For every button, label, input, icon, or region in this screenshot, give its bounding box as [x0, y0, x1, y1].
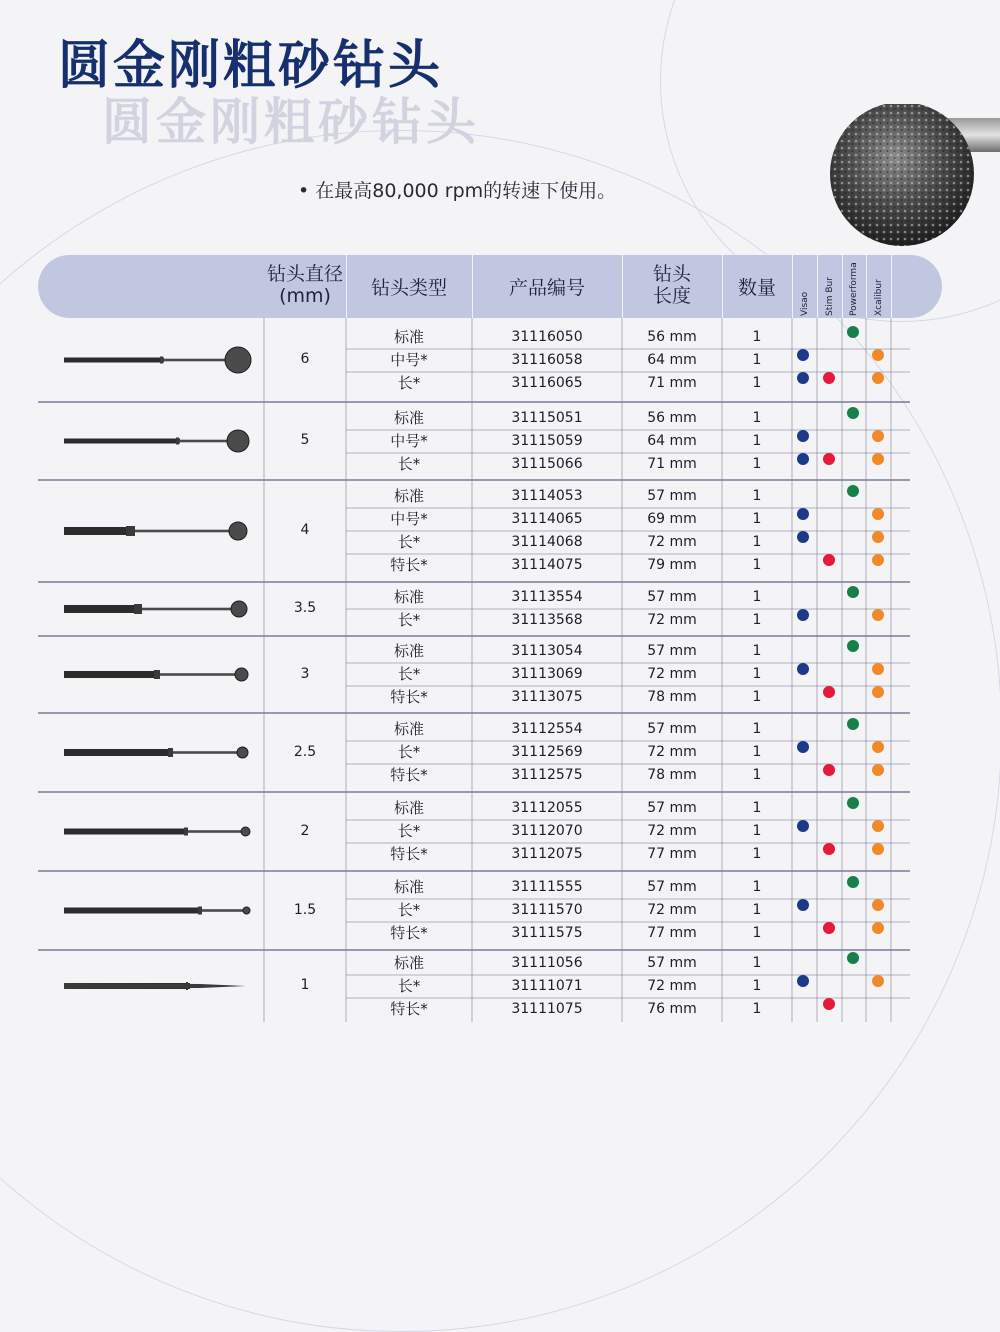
xcalibur-dot — [872, 663, 884, 675]
bur-type: 标准 — [393, 409, 424, 427]
table-row — [0, 326, 1000, 349]
diamond-bur-photo — [826, 104, 1000, 250]
bur-length: 72 mm — [647, 902, 697, 918]
product-code: 31114053 — [511, 488, 583, 504]
xcalibur-dot — [872, 820, 884, 832]
xcalibur-dot — [872, 349, 884, 361]
quantity: 1 — [752, 767, 762, 783]
xcalibur-dot — [872, 686, 884, 698]
bur-type: 特长* — [390, 845, 428, 863]
product-code: 31112569 — [511, 744, 583, 760]
diameter-value: 3.5 — [293, 600, 317, 616]
xcalibur-dot — [872, 453, 884, 465]
product-code: 31111570 — [511, 902, 583, 918]
visao-dot — [797, 741, 809, 753]
bur-type: 特长* — [390, 1000, 428, 1018]
bur-length: 72 mm — [647, 666, 697, 682]
product-code: 31114075 — [511, 557, 583, 573]
bur-type: 特长* — [390, 766, 428, 784]
diameter-value: 2 — [300, 822, 310, 839]
visao-dot — [797, 531, 809, 543]
product-code: 31111075 — [511, 1001, 583, 1017]
xcalibur-dot — [872, 609, 884, 621]
stim-bur-dot — [823, 843, 835, 855]
bur-length: 57 mm — [647, 643, 697, 659]
visao-dot — [797, 820, 809, 832]
bur-length: 72 mm — [647, 612, 697, 628]
stim-bur-dot — [823, 554, 835, 566]
stim-bur-dot — [823, 764, 835, 776]
title-shadow: 圆金刚粗砂钻头 — [102, 93, 480, 151]
quantity: 1 — [752, 721, 762, 737]
header-type: 钻头类型 — [370, 277, 447, 299]
table-row — [0, 609, 1000, 632]
bur-length: 69 mm — [647, 511, 697, 527]
bur-length: 56 mm — [647, 410, 697, 426]
bur-type: 中号* — [390, 432, 428, 450]
bur-type: 标准 — [393, 487, 424, 505]
product-code: 31113054 — [511, 643, 583, 659]
bur-length: 72 mm — [647, 823, 697, 839]
xcalibur-dot — [872, 922, 884, 934]
page-title: 圆金刚粗砂钻头 — [58, 36, 444, 96]
stim-bur-dot — [823, 372, 835, 384]
visao-dot — [797, 609, 809, 621]
bur-length: 72 mm — [647, 534, 697, 550]
quantity: 1 — [752, 823, 762, 839]
bur-length: 78 mm — [647, 767, 697, 783]
bur-length: 72 mm — [647, 978, 697, 994]
powerforma-dot — [847, 407, 859, 419]
quantity: 1 — [752, 352, 762, 368]
bur-type: 标准 — [393, 954, 424, 972]
header-length — [622, 263, 722, 307]
product-code: 31112070 — [511, 823, 583, 839]
product-code: 31111555 — [511, 879, 583, 895]
bur-type: 标准 — [393, 799, 424, 817]
bur-type: 长* — [397, 743, 421, 761]
quantity: 1 — [752, 511, 762, 527]
quantity: 1 — [752, 534, 762, 550]
xcalibur-dot — [872, 531, 884, 543]
header-diameter-label: 钻头直径 — [266, 263, 343, 285]
quantity: 1 — [752, 978, 762, 994]
xcalibur-dot — [872, 741, 884, 753]
bur-length: 57 mm — [647, 879, 697, 895]
quantity: 1 — [752, 846, 762, 862]
header-divider — [891, 255, 892, 318]
product-code: 31114065 — [511, 511, 583, 527]
table-row — [0, 876, 1000, 899]
bur-length: 71 mm — [647, 375, 697, 391]
table-row — [0, 922, 1000, 945]
product-code: 31111056 — [511, 955, 583, 971]
diameter-value: 5 — [300, 432, 310, 448]
table-row — [0, 485, 1000, 508]
product-code: 31116058 — [511, 352, 583, 368]
diameter-value: 1.5 — [293, 901, 317, 918]
product-code: 31113568 — [511, 612, 583, 628]
product-code: 31113554 — [511, 589, 583, 605]
bur-type: 标准 — [393, 642, 424, 660]
xcalibur-dot — [872, 899, 884, 911]
quantity: 1 — [752, 488, 762, 504]
table-row — [0, 531, 1000, 554]
table-row — [0, 407, 1000, 430]
header-divider — [817, 255, 818, 318]
table-row — [0, 820, 1000, 843]
powerforma-dot — [847, 952, 859, 964]
bur-length: 57 mm — [647, 721, 697, 737]
powerforma-dot — [847, 797, 859, 809]
quantity: 1 — [752, 329, 762, 345]
powerforma-dot — [847, 485, 859, 497]
visao-dot — [797, 430, 809, 442]
table-row — [0, 372, 1000, 395]
xcalibur-dot — [872, 554, 884, 566]
bur-type: 长* — [397, 901, 421, 919]
header-stim-bur: Stim Bur — [825, 277, 835, 316]
bur-type: 中号* — [390, 351, 428, 369]
table-row — [0, 349, 1000, 372]
header-visao: Visao — [800, 291, 810, 316]
bur-type: 长* — [397, 455, 421, 473]
product-code: 31112554 — [511, 721, 583, 737]
product-code: 31111071 — [511, 978, 583, 994]
table-row — [0, 718, 1000, 741]
quantity: 1 — [752, 643, 762, 659]
stim-bur-dot — [823, 453, 835, 465]
table-row — [0, 453, 1000, 476]
xcalibur-dot — [872, 508, 884, 520]
quantity: 1 — [752, 410, 762, 426]
header-divider — [842, 255, 843, 318]
diameter-value: 6 — [300, 351, 310, 367]
bur-type: 特长* — [390, 688, 428, 706]
header-length-line2: 长度 — [652, 285, 691, 307]
xcalibur-dot — [872, 764, 884, 776]
quantity: 1 — [752, 557, 762, 573]
bur-type: 特长* — [390, 924, 428, 942]
product-code: 31111575 — [511, 925, 583, 941]
powerforma-dot — [847, 586, 859, 598]
table-row — [0, 686, 1000, 709]
xcalibur-dot — [872, 975, 884, 987]
table-row — [0, 952, 1000, 975]
header-divider — [866, 255, 867, 318]
product-code: 31113075 — [511, 689, 583, 705]
table-row — [0, 508, 1000, 531]
xcalibur-dot — [872, 430, 884, 442]
xcalibur-dot — [872, 372, 884, 384]
product-code: 31115051 — [511, 410, 583, 426]
bur-type: 中号* — [390, 510, 428, 528]
quantity: 1 — [752, 955, 762, 971]
table-row — [0, 586, 1000, 609]
table-row — [0, 899, 1000, 922]
bur-type: 长* — [397, 611, 421, 629]
diameter-value: 2.5 — [293, 743, 317, 760]
diameter-value: 4 — [300, 522, 310, 538]
visao-dot — [797, 349, 809, 361]
bur-length: 64 mm — [647, 433, 697, 449]
bur-length: 76 mm — [647, 1001, 697, 1017]
stim-bur-dot — [823, 922, 835, 934]
quantity: 1 — [752, 589, 762, 605]
powerforma-dot — [847, 326, 859, 338]
bur-type: 标准 — [393, 878, 424, 896]
quantity: 1 — [752, 1001, 762, 1017]
xcalibur-dot — [872, 843, 884, 855]
usage-note: • 在最高80,000 rpm的转速下使用。 — [298, 180, 617, 202]
quantity: 1 — [752, 456, 762, 472]
visao-dot — [797, 975, 809, 987]
bur-length: 56 mm — [647, 329, 697, 345]
bur-length: 79 mm — [647, 557, 697, 573]
quantity: 1 — [752, 375, 762, 391]
bur-type: 标准 — [393, 328, 424, 346]
table-row — [0, 741, 1000, 764]
visao-dot — [797, 508, 809, 520]
header-qty: 数量 — [737, 277, 776, 299]
quantity: 1 — [752, 666, 762, 682]
diameter-value: 1 — [300, 977, 310, 993]
visao-dot — [797, 663, 809, 675]
quantity: 1 — [752, 689, 762, 705]
bur-type: 特长* — [390, 556, 428, 574]
stim-bur-dot — [823, 998, 835, 1010]
header-powerforma: Powerforma — [849, 262, 859, 316]
visao-dot — [797, 453, 809, 465]
table-row — [0, 975, 1000, 998]
header-xcalibur: Xcalibur — [874, 279, 884, 316]
table-row — [0, 843, 1000, 866]
table-row — [0, 554, 1000, 577]
table-row — [0, 998, 1000, 1021]
table-row — [0, 797, 1000, 820]
quantity: 1 — [752, 800, 762, 816]
table-row — [0, 764, 1000, 787]
bur-length: 57 mm — [647, 589, 697, 605]
visao-dot — [797, 372, 809, 384]
table-row — [0, 663, 1000, 686]
table-row — [0, 430, 1000, 453]
quantity: 1 — [752, 925, 762, 941]
diameter-value: 3 — [300, 665, 310, 682]
bur-type: 长* — [397, 822, 421, 840]
bur-length: 57 mm — [647, 800, 697, 816]
quantity: 1 — [752, 744, 762, 760]
product-code: 31114068 — [511, 534, 583, 550]
quantity: 1 — [752, 612, 762, 628]
bur-length: 72 mm — [647, 744, 697, 760]
quantity: 1 — [752, 433, 762, 449]
powerforma-dot — [847, 718, 859, 730]
bur-type: 标准 — [393, 588, 424, 606]
bur-type: 标准 — [393, 720, 424, 738]
stim-bur-dot — [823, 686, 835, 698]
header-divider — [792, 255, 793, 318]
header-diameter — [264, 263, 346, 307]
product-code: 31112575 — [511, 767, 583, 783]
bur-length: 78 mm — [647, 689, 697, 705]
bur-length: 57 mm — [647, 488, 697, 504]
quantity: 1 — [752, 902, 762, 918]
bur-length: 64 mm — [647, 352, 697, 368]
bur-length: 77 mm — [647, 846, 697, 862]
bur-type: 长* — [397, 977, 421, 995]
visao-dot — [797, 899, 809, 911]
bur-type: 长* — [397, 374, 421, 392]
powerforma-dot — [847, 876, 859, 888]
bur-length: 57 mm — [647, 955, 697, 971]
bur-length: 77 mm — [647, 925, 697, 941]
header-length-line1: 钻头 — [652, 263, 691, 285]
product-code: 31115066 — [511, 456, 583, 472]
bur-type: 长* — [397, 533, 421, 551]
bur-length: 71 mm — [647, 456, 697, 472]
quantity: 1 — [752, 879, 762, 895]
header-diameter-unit: (mm) — [279, 285, 331, 307]
table-row — [0, 640, 1000, 663]
powerforma-dot — [847, 640, 859, 652]
product-code: 31113069 — [511, 666, 583, 682]
product-code: 31112055 — [511, 800, 583, 816]
product-code: 31116050 — [511, 329, 583, 345]
product-code: 31112075 — [511, 846, 583, 862]
bur-type: 长* — [397, 665, 421, 683]
product-code: 31116065 — [511, 375, 583, 391]
header-code: 产品编号 — [508, 277, 585, 299]
product-code: 31115059 — [511, 433, 583, 449]
